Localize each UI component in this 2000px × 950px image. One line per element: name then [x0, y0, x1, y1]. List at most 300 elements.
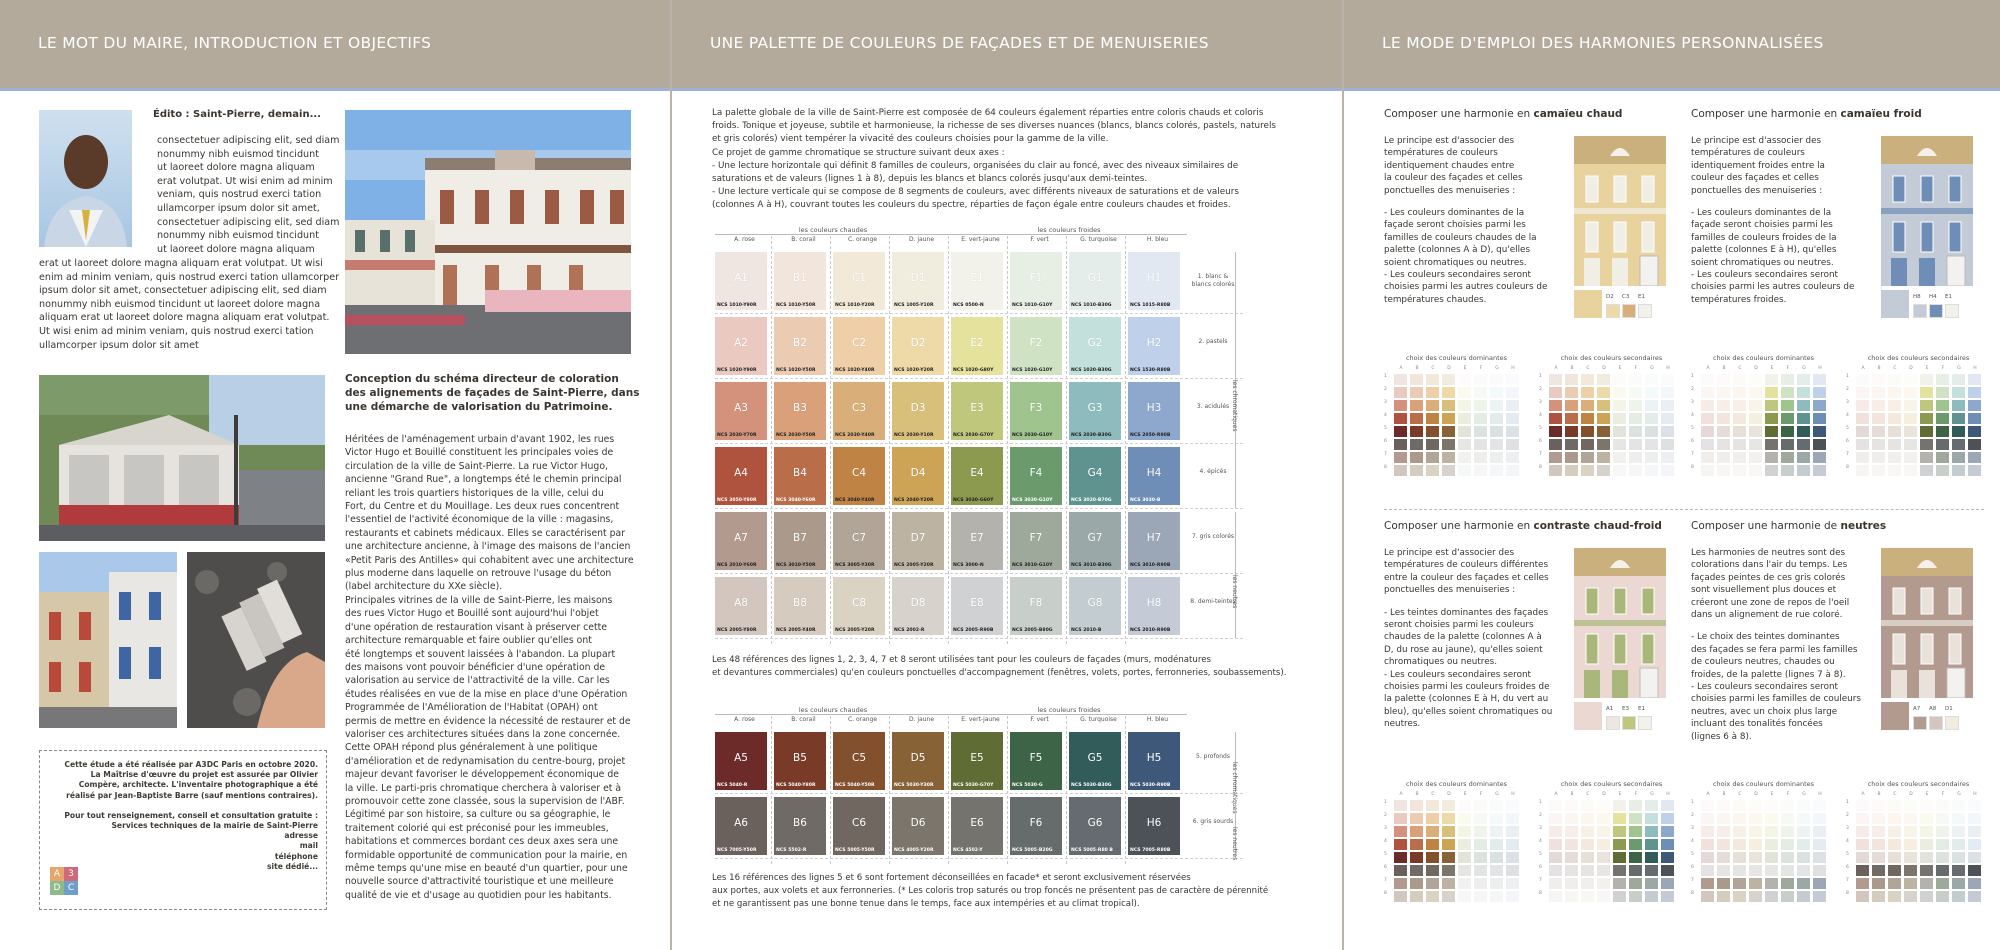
swatch-code: B7 [793, 532, 807, 544]
swatch-b2[interactable] [774, 317, 826, 375]
swatch-e6[interactable] [951, 797, 1003, 855]
mini-grid-chip [1661, 891, 1674, 902]
conception-line: d'amélioration et de redynamisation du centre-bourg, projet [345, 755, 626, 767]
swatch-ncs: NCS 2005-R90B [953, 628, 994, 633]
swatch-g6[interactable] [1069, 797, 1121, 855]
mini-grid-chip [1781, 865, 1794, 876]
mini-grid-row-number: 4 [1846, 413, 1849, 418]
mini-grid-chip [1781, 439, 1794, 450]
mayor-portrait [39, 110, 132, 247]
note-line: et devantures commerciales) qu'en couleurs ponctuelles d'accompagnement (fenêtres, volets, portes, ferronneries, soubassements). [712, 668, 1287, 678]
mini-grid-chip [1856, 452, 1869, 463]
mini-grid-col-letter: B [1877, 792, 1881, 797]
mini-grid-chip [1920, 426, 1933, 437]
mini-grid-chip [1506, 452, 1519, 463]
mini-grid-chip [1936, 865, 1949, 876]
column-header: D. jaune [908, 716, 935, 723]
harmony-mini-grid [1691, 354, 1836, 479]
harmony-text-line: températures de couleurs différentes [1384, 560, 1549, 571]
mini-grid-chip [1813, 891, 1826, 902]
harmony-text-line: de couleurs neutres, chaudes ou [1691, 657, 1835, 668]
mini-grid-col-letter: G [1957, 792, 1961, 797]
mini-grid-chip [1442, 426, 1455, 437]
mini-grid-chip [1426, 400, 1439, 411]
mini-grid-col-letter: F [1941, 792, 1945, 797]
swatch-g4[interactable] [1069, 447, 1121, 505]
mini-grid-chip [1597, 465, 1610, 476]
swatch-ncs: NCS 0500-N [953, 303, 984, 308]
column-header: E. vert-jaune [961, 236, 1000, 243]
mini-grid-chip [1565, 426, 1578, 437]
mini-grid-chip [1410, 826, 1423, 837]
harmony-text-line: - Les couleurs secondaires seront [1384, 270, 1531, 281]
swatch-code: C5 [851, 752, 866, 764]
swatch-ncs: NCS 1020-G80Y [953, 368, 994, 373]
mini-grid-chip [1717, 813, 1730, 824]
mini-grid-chip [1813, 439, 1826, 450]
mini-grid-chip [1490, 839, 1503, 850]
mini-grid-row-number: 6 [1691, 865, 1694, 870]
swatch-a7[interactable] [715, 512, 767, 570]
swatch-e3[interactable] [951, 382, 1003, 440]
mini-grid-chip [1888, 865, 1901, 876]
mini-grid-chip [1645, 891, 1658, 902]
mini-grid-col-letter: G [1650, 792, 1654, 797]
swatch-c3[interactable] [833, 382, 885, 440]
mini-grid-row-number: 1 [1384, 800, 1387, 805]
mini-grid-chip [1474, 839, 1487, 850]
row-label: 5. profonds [1196, 753, 1230, 760]
mini-grid-chip [1597, 426, 1610, 437]
mini-grid-chip [1920, 465, 1933, 476]
conception-body [345, 433, 645, 902]
mini-grid-chip [1597, 374, 1610, 385]
mini-grid-chip [1952, 865, 1965, 876]
mini-grid-chip [1920, 839, 1933, 850]
mini-grid-row-number: 7 [1384, 452, 1387, 457]
mini-grid-chip [1410, 891, 1423, 902]
conception-line: restaurants et cabinets médicaux. Elles se caractérisent par [345, 527, 626, 539]
swatch-code: A7 [734, 532, 748, 544]
mini-grid-chip [1765, 387, 1778, 398]
swatch-a2[interactable] [715, 317, 767, 375]
swatch-d1[interactable] [892, 252, 944, 310]
mini-grid-chip [1410, 800, 1423, 811]
mini-grid-chip [1749, 387, 1762, 398]
mini-grid-col-letter: A [1706, 792, 1710, 797]
chip-label: D2 [1606, 294, 1614, 300]
row-label: 7. gris colorés [1191, 533, 1235, 540]
mini-grid-chip [1410, 413, 1423, 424]
swatch-h2[interactable] [1128, 317, 1180, 375]
harmony-text-line: choisies parmi les autres couleurs de [1691, 282, 1855, 293]
swatch-b3[interactable] [774, 382, 826, 440]
mini-grid-chip [1797, 852, 1810, 863]
mini-grid-chip [1856, 439, 1869, 450]
conception-line: qualité de vie et d'usage au quotidien pour les habitants. [345, 889, 612, 901]
mini-grid-chip [1506, 865, 1519, 876]
swatch-d3[interactable] [892, 382, 944, 440]
column-header: G. turquoise [1080, 236, 1117, 243]
mini-grid-chip [1506, 813, 1519, 824]
row-label: 1. blanc & blancs colorés [1191, 273, 1235, 288]
swatch-c6[interactable] [833, 797, 885, 855]
swatch-d7[interactable] [892, 512, 944, 570]
mini-grid-chip [1581, 891, 1594, 902]
mini-grid-chip [1581, 413, 1594, 424]
chip-secondary [1945, 304, 1959, 318]
harmony-text-line: incluant des tonalités foncées [1691, 719, 1823, 730]
mini-grid-chip [1458, 387, 1471, 398]
mini-grid-chip [1797, 413, 1810, 424]
mini-grid-chip [1629, 465, 1642, 476]
swatch-g5[interactable] [1069, 732, 1121, 790]
mini-grid-row-number: 7 [1846, 878, 1849, 883]
mini-grid-chip [1952, 452, 1965, 463]
mini-grid-chip [1458, 813, 1471, 824]
swatch-h1[interactable] [1128, 252, 1180, 310]
mini-grid-chip [1701, 813, 1714, 824]
mini-grid-chip [1797, 865, 1810, 876]
swatch-b1[interactable] [774, 252, 826, 310]
mini-grid-row-number: 2 [1691, 387, 1694, 392]
intro-line: - Une lecture horizontale qui définit 8 familles de couleurs, organisées du clair au foncé, avec des niveaux similaires de [712, 160, 1239, 171]
column-header: B. corail [791, 716, 816, 723]
mini-grid-chip [1458, 865, 1471, 876]
mini-grid-chip [1613, 426, 1626, 437]
harmony-mini-grid [1539, 780, 1684, 905]
harmony-title-prefix: Composer une harmonie en [1691, 108, 1841, 120]
mini-grid-chip [1581, 813, 1594, 824]
conception-line: majeur devant favoriser le développement économique de [345, 769, 619, 781]
mini-grid-col-letter: H [1973, 792, 1977, 797]
swatch-f5[interactable] [1010, 732, 1062, 790]
swatch-code: C2 [851, 337, 866, 349]
swatch-ncs: NCS 5040-R [717, 783, 748, 788]
mini-grid-row-number: 3 [1691, 826, 1694, 831]
swatch-d8[interactable] [892, 577, 944, 635]
swatch-b8[interactable] [774, 577, 826, 635]
chip-secondary [1606, 304, 1620, 318]
swatch-code: C3 [851, 402, 866, 414]
swatch-ncs: NCS 5040-Y80R [776, 783, 816, 788]
mini-grid-col-letter: C [1738, 366, 1742, 371]
mini-grid-chip [1613, 439, 1626, 450]
mini-grid-chip [1781, 387, 1794, 398]
mini-grid-chip [1410, 839, 1423, 850]
mini-grid-col-letter: A [1399, 792, 1403, 797]
swatch-e2[interactable] [951, 317, 1003, 375]
swatch-f4[interactable] [1010, 447, 1062, 505]
swatch-g1[interactable] [1069, 252, 1121, 310]
mini-grid-chip [1474, 452, 1487, 463]
mini-grid-chip [1549, 891, 1562, 902]
mini-grid-chip [1565, 439, 1578, 450]
mini-grid-chip [1613, 800, 1626, 811]
conception-line: architecture remarquable et faire oublier qu'elles ont [345, 635, 592, 647]
swatch-h6[interactable] [1128, 797, 1180, 855]
mini-grid-col-letter: H [1511, 366, 1515, 371]
mini-grid-chip [1797, 891, 1810, 902]
swatch-ncs: NCS 2005-Y20R [835, 628, 875, 633]
swatch-e1[interactable] [951, 252, 1003, 310]
harmony-text-line: Le principe est d'associer des [1384, 548, 1515, 558]
mini-grid-chip [1856, 891, 1869, 902]
mini-grid-title: choix des couleurs secondaires [1560, 354, 1663, 362]
section-divider [1384, 509, 1984, 510]
swatch-f8[interactable] [1010, 577, 1062, 635]
edito-line: veniam, quis nostrud exerci tation [157, 189, 322, 201]
mini-grid-chip [1888, 374, 1901, 385]
mini-grid-chip [1856, 400, 1869, 411]
conception-line: reliant les trois quartiers historiques de la ville, celui du [345, 487, 604, 499]
swatch-d6[interactable] [892, 797, 944, 855]
mini-grid-chip [1458, 839, 1471, 850]
mini-grid-col-letter: G [1802, 366, 1806, 371]
swatch-c4[interactable] [833, 447, 885, 505]
column-divider [1007, 716, 1008, 864]
harmony-text-line: chaudes de la palette (colonnes A à [1384, 632, 1542, 643]
mini-grid-chip [1765, 865, 1778, 876]
mini-grid-col-letter: B [1570, 366, 1574, 371]
mini-grid-col-letter: G [1650, 366, 1654, 371]
harmony-text-line: températures de couleurs [1384, 148, 1498, 159]
swatch-c1[interactable] [833, 252, 885, 310]
swatch-code: G3 [1087, 402, 1103, 414]
mini-grid-chip [1952, 400, 1965, 411]
swatch-h5[interactable] [1128, 732, 1180, 790]
mini-grid-col-letter: D [1909, 366, 1913, 371]
mini-grid-chip [1936, 852, 1949, 863]
conception-line: la ville. Le parti-pris chromatique cherchera à valoriser et à [345, 782, 622, 794]
swatch-ncs: NCS 3010-R90B [1130, 563, 1171, 568]
mini-grid-col-letter: E [1618, 792, 1622, 797]
swatch-a1[interactable] [715, 252, 767, 310]
mini-grid-chip [1490, 426, 1503, 437]
swatch-d2[interactable] [892, 317, 944, 375]
mini-grid-chip [1749, 465, 1762, 476]
mini-grid-chip [1872, 878, 1885, 889]
column-header: E. vert-jaune [961, 716, 1000, 723]
mini-grid-chip [1968, 452, 1981, 463]
mini-grid-chip [1701, 826, 1714, 837]
chip-secondary [1622, 716, 1636, 730]
mini-grid-chip [1645, 800, 1658, 811]
mini-grid-chip [1701, 400, 1714, 411]
swatch-a5[interactable] [715, 732, 767, 790]
mini-grid-chip [1442, 374, 1455, 385]
swatch-code: F3 [1029, 402, 1043, 414]
swatch-f7[interactable] [1010, 512, 1062, 570]
mini-grid-chip [1506, 852, 1519, 863]
swatch-g2[interactable] [1069, 317, 1121, 375]
mini-grid-chip [1717, 800, 1730, 811]
mini-grid-col-letter: B [1570, 792, 1574, 797]
mini-grid-chip [1490, 852, 1503, 863]
mini-grid-chip [1581, 439, 1594, 450]
row-label: 2. pastels [1198, 338, 1228, 345]
mini-grid-chip [1629, 800, 1642, 811]
swatch-h3[interactable] [1128, 382, 1180, 440]
swatch-c8[interactable] [833, 577, 885, 635]
harmony-text-line: sont visuellement plus douces et [1691, 585, 1837, 596]
conception-line: traitement colorié qui est préconisé pour les immeubles, [345, 822, 609, 834]
swatch-c5[interactable] [833, 732, 885, 790]
chip-label: C3 [1622, 294, 1630, 300]
side-label-chromatiques [1231, 252, 1248, 508]
swatch-g7[interactable] [1069, 512, 1121, 570]
swatch-a3[interactable] [715, 382, 767, 440]
mini-grid-chip [1920, 374, 1933, 385]
swatch-ncs: NCS 2030-G70Y [953, 433, 994, 438]
conception-line: plus moderne dans laquelle on retrouve l'usage du béton [345, 568, 612, 580]
mini-grid-chip [1888, 465, 1901, 476]
mini-grid-col-letter: F [1634, 366, 1638, 371]
column-divider [830, 236, 831, 644]
swatch-h8[interactable] [1128, 577, 1180, 635]
mini-grid-chip [1872, 813, 1885, 824]
swatch-e4[interactable] [951, 447, 1003, 505]
mini-grid-col-letter: B [1722, 366, 1726, 371]
mini-grid-chip [1474, 852, 1487, 863]
mini-grid-chip [1733, 426, 1746, 437]
swatch-ncs: NCS 1020-Y40R [835, 368, 875, 373]
mini-grid-row-number: 6 [1539, 439, 1542, 444]
swatch-code: E2 [970, 337, 984, 349]
note-line: Les 48 références des lignes 1, 2, 3, 4, 7 et 8 seront utilisées tant pour les couleurs de façades (murs, modénatures [712, 655, 1211, 665]
swatch-e7[interactable] [951, 512, 1003, 570]
mini-grid-chip [1952, 813, 1965, 824]
harmony-text-line: froides, de la palette (lignes 7 à 8). [1691, 669, 1846, 680]
mini-grid-chip [1645, 400, 1658, 411]
swatch-g3[interactable] [1069, 382, 1121, 440]
column-divider [889, 716, 890, 864]
mini-grid-chip [1597, 413, 1610, 424]
swatch-c2[interactable] [833, 317, 885, 375]
swatch-f1[interactable] [1010, 252, 1062, 310]
swatch-ncs: NCS 1010-B30G [1071, 303, 1112, 308]
edito-line: ullamcorper ipsum dolor sit amet, [157, 202, 320, 214]
mini-grid-chip [1597, 826, 1610, 837]
mini-grid-chip [1749, 813, 1762, 824]
mini-grid-chip [1645, 865, 1658, 876]
swatch-d5[interactable] [892, 732, 944, 790]
mini-grid-chip [1458, 852, 1471, 863]
mini-grid-row-number: 5 [1539, 426, 1542, 431]
mini-grid-row-number: 4 [1384, 413, 1387, 418]
swatch-b4[interactable] [774, 447, 826, 505]
swatch-code: E3 [970, 402, 984, 414]
swatch-ncs: NCS 2030-Y70R [717, 433, 757, 438]
swatch-g8[interactable] [1069, 577, 1121, 635]
swatch-e8[interactable] [951, 577, 1003, 635]
harmony-text-line: entre la couleur des façades et celles [1384, 572, 1549, 583]
swatch-code: F1 [1029, 272, 1043, 284]
mini-grid-chip [1888, 413, 1901, 424]
logo-a: A [50, 867, 64, 881]
logo-c: C [64, 881, 78, 895]
mini-grid-chip [1645, 839, 1658, 850]
mini-grid-chip [1888, 400, 1901, 411]
swatch-a4[interactable] [715, 447, 767, 505]
harmony-text-line [1384, 597, 1574, 607]
chip-label: E1 [1638, 706, 1645, 712]
mini-grid-chip [1717, 852, 1730, 863]
mini-grid-chip [1765, 826, 1778, 837]
swatch-code: H3 [1146, 402, 1162, 414]
mini-grid-row-number: 5 [1539, 852, 1542, 857]
mini-grid-chip [1426, 826, 1439, 837]
mini-grid-chip [1394, 400, 1407, 411]
chip-label: H4 [1929, 294, 1937, 300]
row-divider [715, 313, 1243, 314]
mini-grid-chip [1797, 800, 1810, 811]
mini-grid-chip [1474, 465, 1487, 476]
swatch-h4[interactable] [1128, 447, 1180, 505]
harmony-mini-grid [1846, 780, 1991, 905]
mini-grid-chip [1581, 400, 1594, 411]
note-line: Les 16 références des lignes 5 et 6 sont fortement déconseillées en facade* et seront exclusivement réservées [712, 873, 1191, 883]
mini-grid-chip [1701, 426, 1714, 437]
harmony-chips [1881, 290, 2000, 320]
swatch-d4[interactable] [892, 447, 944, 505]
swatch-a6[interactable] [715, 797, 767, 855]
mini-grid-chip [1888, 878, 1901, 889]
swatch-h7[interactable] [1128, 512, 1180, 570]
mini-grid-chip [1717, 839, 1730, 850]
mini-grid-chip [1506, 413, 1519, 424]
mini-grid-chip [1749, 374, 1762, 385]
mini-grid-col-letter: C [1738, 792, 1742, 797]
mini-grid-row-number: 8 [1384, 891, 1387, 896]
swatch-a8[interactable] [715, 577, 767, 635]
mini-grid-chip [1474, 387, 1487, 398]
swatch-f6[interactable] [1010, 797, 1062, 855]
mini-grid-chip [1733, 839, 1746, 850]
swatch-f3[interactable] [1010, 382, 1062, 440]
swatch-f2[interactable] [1010, 317, 1062, 375]
mini-grid-chip [1797, 452, 1810, 463]
swatch-c7[interactable] [833, 512, 885, 570]
swatch-e5[interactable] [951, 732, 1003, 790]
swatch-b6[interactable] [774, 797, 826, 855]
mini-grid-chip [1613, 374, 1626, 385]
mini-grid-row-number: 7 [1846, 452, 1849, 457]
swatch-code: F8 [1029, 597, 1043, 609]
swatch-ncs: NCS 2030-Y40R [835, 433, 875, 438]
mini-grid-chip [1952, 426, 1965, 437]
mini-grid-chip [1920, 800, 1933, 811]
mini-grid-chip [1888, 426, 1901, 437]
mini-grid-chip [1394, 465, 1407, 476]
mini-grid-col-letter: B [1415, 366, 1419, 371]
mini-grid-chip [1581, 387, 1594, 398]
mini-grid-row-number: 1 [1846, 374, 1849, 379]
harmony-text-line: ponctuelles des menuiseries : [1384, 185, 1516, 196]
swatch-b7[interactable] [774, 512, 826, 570]
mini-grid-chip [1458, 452, 1471, 463]
harmony-title-bold: contraste chaud-froid [1533, 520, 1662, 532]
harmony-text-line: des façades se fera parmi les familles [1691, 644, 1858, 655]
swatch-b5[interactable] [774, 732, 826, 790]
header-band [672, 0, 1342, 91]
chip-secondary [1913, 716, 1927, 730]
harmony-title-bold: camaïeu froid [1840, 108, 1922, 120]
swatch-code: H6 [1146, 817, 1162, 829]
intro-line: Ce projet de gamme chromatique se structure suivant deux axes : [712, 147, 1005, 158]
mini-grid-row-number: 1 [1691, 374, 1694, 379]
harmony-text-line: (lignes 6 à 8). [1691, 731, 1752, 742]
